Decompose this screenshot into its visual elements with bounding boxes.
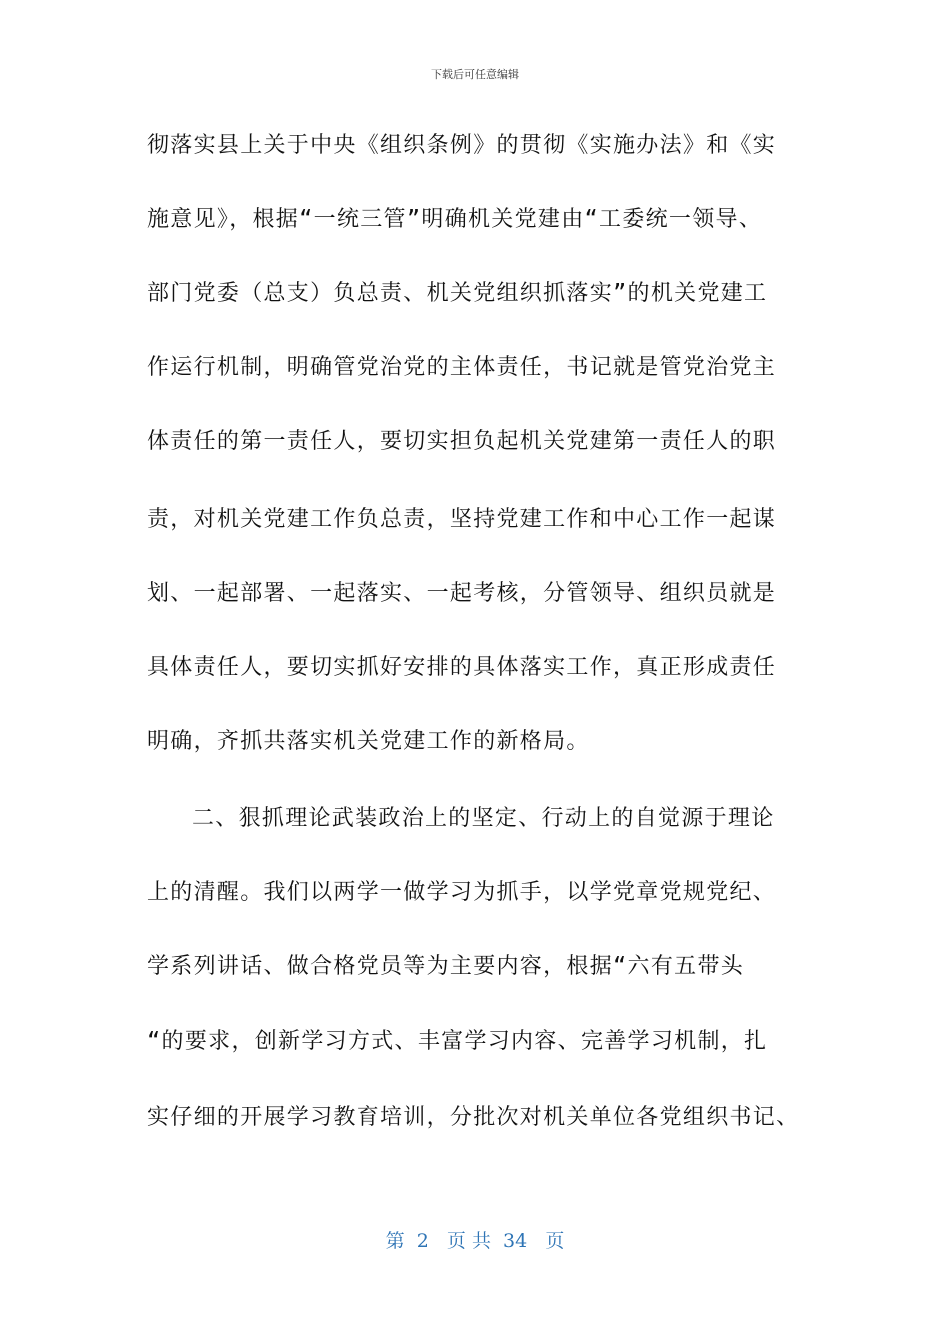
page-number-footer: 第 2 页 共 34 页 bbox=[385, 1230, 565, 1252]
header-note: 下载后可任意编辑 bbox=[431, 68, 519, 81]
body-line: 具体责任人，要切实抓好安排的具体落实工作，真正形成责任 bbox=[147, 655, 777, 680]
body-line: 部门党委（总支）负总责、机关党组织抓落实”的机关党建工 bbox=[147, 281, 768, 306]
body-line: 划、一起部署、一起落实、一起考核，分管领导、组织员就是 bbox=[147, 581, 777, 606]
body-line: 二、狠抓理论武装政治上的坚定、行动上的自觉源于理论 bbox=[192, 806, 775, 831]
body-line: 责，对机关党建工作负总责，坚持党建工作和中心工作一起谋 bbox=[147, 507, 777, 532]
body-line: 施意见》，根据“一统三管”明确机关党建由“工委统一领导、 bbox=[147, 207, 763, 232]
body-line: “的要求，创新学习方式、丰富学习内容、完善学习机制，扎 bbox=[147, 1029, 768, 1054]
body-line: 学系列讲话、做合格党员等为主要内容，根据“六有五带头 bbox=[147, 954, 745, 979]
body-line: 彻落实县上关于中央《组织条例》的贯彻《实施办法》和《实 bbox=[147, 133, 777, 158]
body-line: 明确，齐抓共落实机关党建工作的新格局。 bbox=[147, 729, 590, 754]
body-line: 上的清醒。我们以两学一做学习为抓手，以学党章党规党纪、 bbox=[147, 880, 777, 905]
body-line: 体责任的第一责任人，要切实担负起机关党建第一责任人的职 bbox=[147, 429, 777, 454]
body-line: 实仔细的开展学习教育培训，分批次对机关单位各党组织书记、 bbox=[147, 1105, 800, 1130]
body-line: 作运行机制，明确管党治党的主体责任，书记就是管党治党主 bbox=[147, 355, 777, 380]
